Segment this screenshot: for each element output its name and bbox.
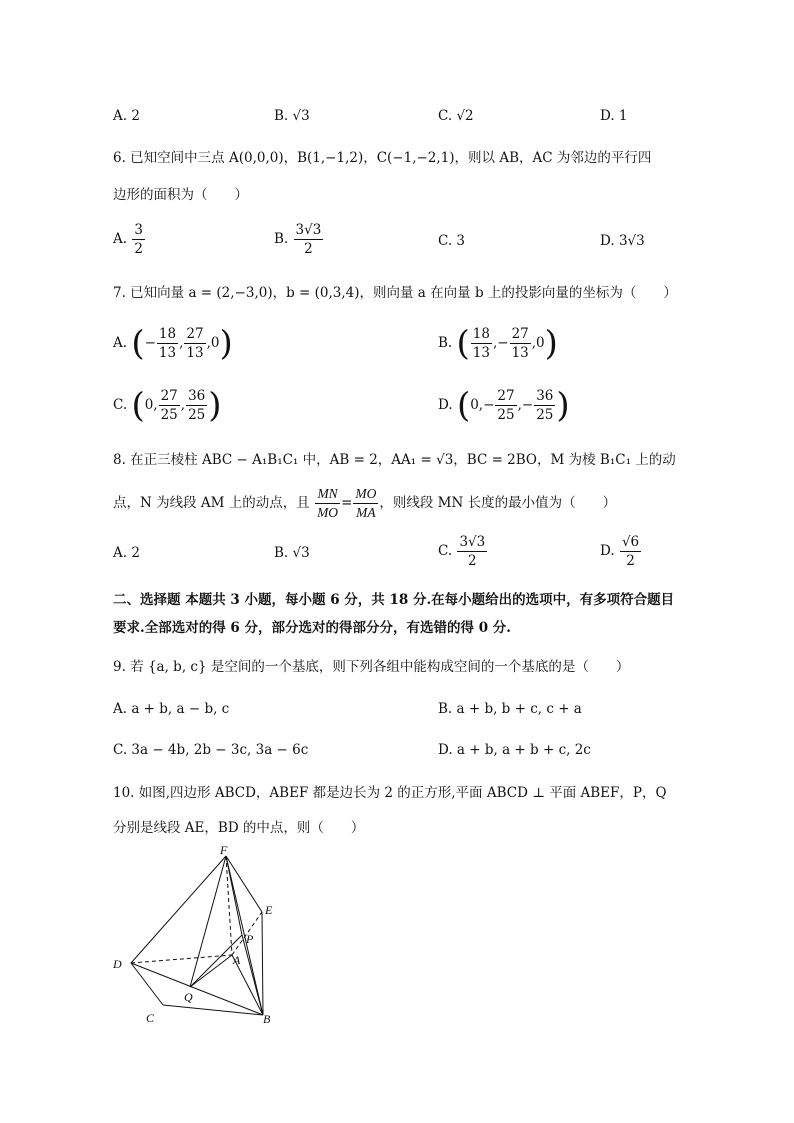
label-B: B <box>263 1012 271 1026</box>
q7-stem: 7. 已知向量 a = (2,−3,0)，b = (0,3,4)，则向量 a 在向量 b 上的投影向量的坐标为（ ） <box>113 285 677 301</box>
q9-option-b: B. a + b, b + c, c + a <box>438 701 582 717</box>
q10-stem-line2: 分别是线段 AE，BD 的中点，则（ ） <box>113 820 365 836</box>
q6-option-a: A. $\frac{3}{2}$ <box>113 222 143 257</box>
edge-CB <box>163 1005 263 1015</box>
q7-option-b: B. ( $\frac{18}{13}$ ,− $\frac{27}{13}$ ,0) <box>438 323 558 364</box>
label-Q: Q <box>184 990 193 1004</box>
edge-PB <box>242 935 263 1015</box>
label-A: A <box>233 953 241 967</box>
q5-option-b: B. √3 <box>274 108 310 124</box>
q9-option-a: A. a + b, a − b, c <box>113 701 230 717</box>
q8-stem-line1: 8. 在正三棱柱 ABC − A₁B₁C₁ 中，AB = 2，AA₁ = √3，BC = 2BO，M 为棱 B₁C₁ 上的动 <box>113 452 676 468</box>
q6-stem-line2: 边形的面积为（ ） <box>113 187 248 203</box>
section-heading-line1: 二、选择题 本题共 3 小题，每小题 6 分，共 18 分.在每小题给出的选项中，有多项符合题目 <box>113 592 675 608</box>
geometry-figure <box>108 842 288 1032</box>
edge-QA <box>190 955 232 987</box>
label-F: F <box>220 843 228 857</box>
section-heading-line2: 要求.全部选对的得 6 分，部分选对的得部分分，有选错的得 0 分. <box>113 620 511 636</box>
q6-stem-line1: 6. 已知空间中三点 A(0,0,0)，B(1,−1,2)，C(−1,−2,1)，则以 AB，AC 为邻边的平行四 <box>113 150 652 166</box>
label-E: E <box>265 903 273 917</box>
label-C: C <box>146 1011 155 1025</box>
q5-option-a: A. 2 <box>113 108 140 124</box>
q8-option-b: B. √3 <box>274 545 310 561</box>
edge-EB <box>262 912 263 1015</box>
label-D: D <box>113 957 122 971</box>
q8-stem-line2: 点，N 为线段 AM 上的动点，且 $\frac{MN}{MO}$ = $\frac{MO}{MA}$ ，则线段 MN 长度的最小值为（ ） <box>113 486 617 520</box>
q5-option-d: D. 1 <box>600 108 628 124</box>
q10-stem-line1: 10. 如图,四边形 ABCD，ABEF 都是边长为 2 的正方形,平面 ABCD ⊥ 平面 ABEF，P，Q <box>113 785 667 801</box>
q9-option-d: D. a + b, a + b + c, 2c <box>438 742 591 758</box>
label-P: P <box>246 932 254 946</box>
edge-FB <box>226 856 263 1015</box>
q6-option-b: B. $\frac{3√3}{2}$ <box>274 222 322 257</box>
q6-option-c: C. 3 <box>438 233 466 249</box>
q7-option-a: A. (− $\frac{18}{13}$ , $\frac{27}{13}$ ,0) <box>113 323 233 364</box>
q9-stem: 9. 若 {a, b, c} 是空间的一个基底，则下列各组中能构成空间的一个基底的是（ ） <box>113 659 630 675</box>
q8-option-d: D. $\frac{√6}{2}$ <box>600 534 640 569</box>
q8-option-c: C. $\frac{3√3}{2}$ <box>438 534 486 569</box>
q9-option-c: C. 3a − 4b, 2b − 3c, 3a − 6c <box>113 742 309 758</box>
q7-option-d: D. (0,− $\frac{27}{25}$ ,− $\frac{36}{25}$ ) <box>438 385 570 426</box>
q5-option-c: C. √2 <box>438 108 474 124</box>
q6-option-d: D. 3√3 <box>600 233 645 249</box>
edge-DA <box>131 955 232 963</box>
q7-option-c: C. (0, $\frac{27}{25}$ , $\frac{36}{25}$ ) <box>113 385 222 426</box>
q8-option-a: A. 2 <box>113 545 140 561</box>
